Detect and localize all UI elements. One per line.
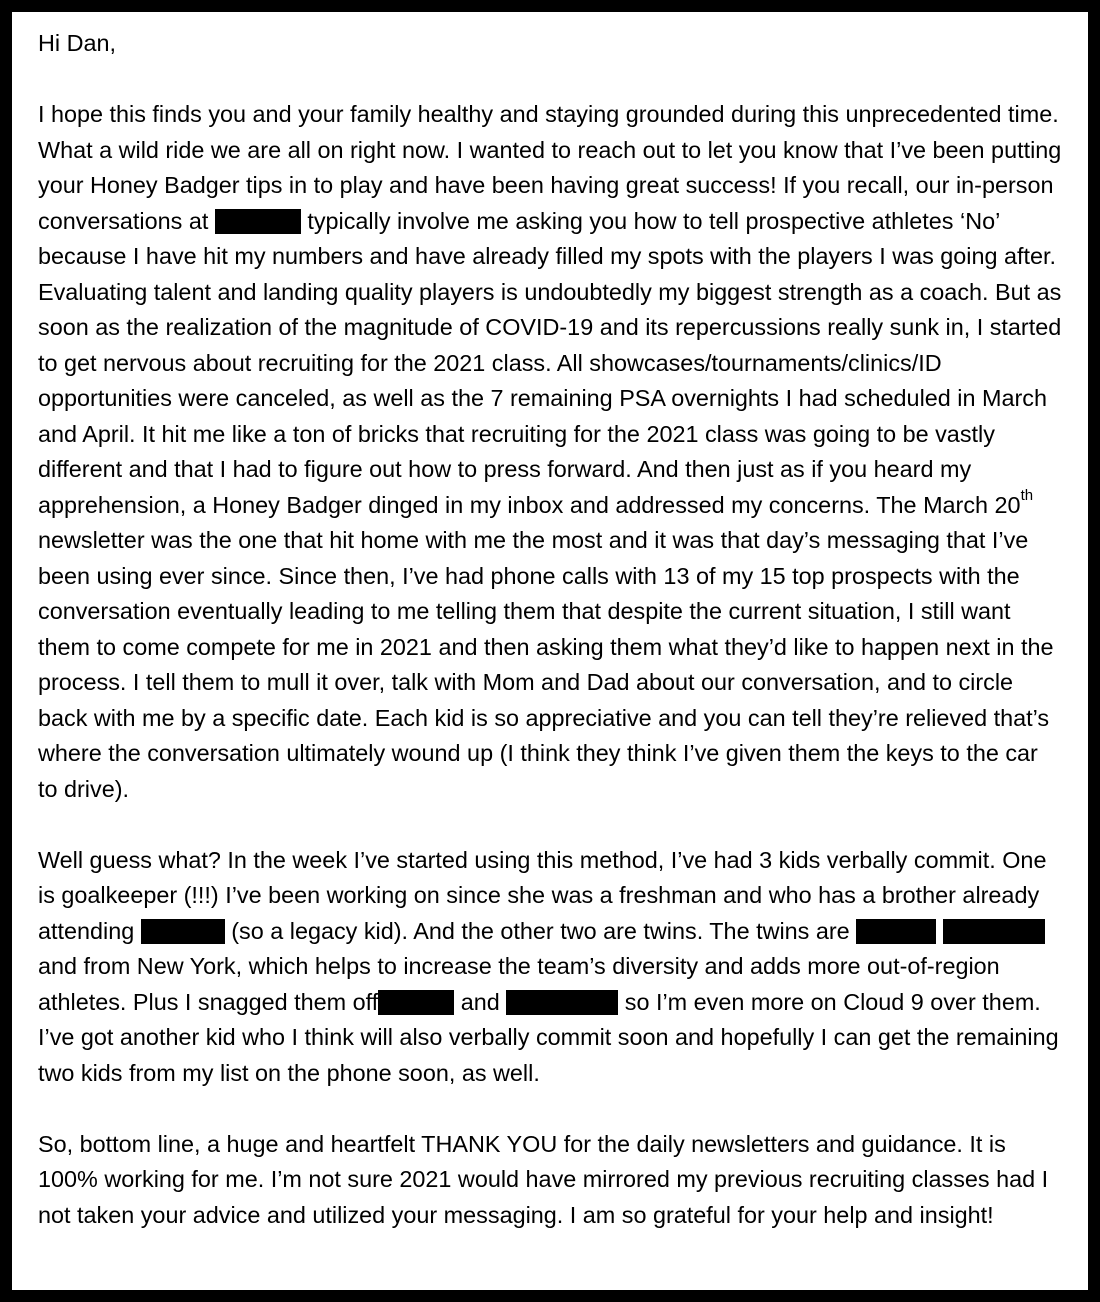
p2-text-a: Well guess what? In the week I’ve started using this method, I’ve had 3 kids verbally commit. One is goalkeeper (!!!) I’ve been working on since she was a freshman and who has a brother already attending [38, 846, 1047, 944]
p2-text-e: so I’m even more on Cloud 9 over them. I’ve got another kid who I think will also verbally commit soon and hopefully I can get the remaining two kids from my list on the phone soon, as well. [38, 988, 1059, 1086]
p1-text-a: I hope this finds you and your family healthy and staying grounded during this unprecedented time. What a wild ride we are all on right now. I wanted to reach out to let you know that I’ve been putting your Honey Badger tips in to play and have been having great success! If you recall, our in-person conversations at [38, 101, 1062, 234]
p1-text-b: typically involve me asking you how to tell prospective athletes ‘No’ because I have hit my numbers and have already filled my spots with the players I was going after. Evaluating talent and landing quality players is undoubtedly my biggest strength as a coach. But as soon as the realization of the magnitude of COVID-19 and its repercussions really sunk in, I started to get nervous about recruiting for the 2021 class. All showcases/tournaments/clinics/ID opportunities were canceled, as well as the 7 remaining PSA overnights I had scheduled in March and April. It hit me like a ton of bricks that recruiting for the 2021 class was going to be vastly different and that I had to figure out how to press forward. And then just as if you heard my apprehension, a Honey Badger dinged in my inbox and addressed my concerns. The March 20 [38, 207, 1062, 518]
letter-page [12, 12, 1088, 1290]
p2-text-b: (so a legacy kid). And the other two are twins. The twins are [224, 917, 850, 944]
redaction-bar [215, 209, 301, 234]
redaction-bar [856, 919, 936, 944]
p2-text-d: and [454, 988, 500, 1015]
p2-text-c: and from New York, which helps to increase the team’s diversity and adds more out-of-region athletes. Plus I snagged them off [38, 953, 1000, 1015]
redaction-bar [506, 990, 618, 1015]
redaction-bar [378, 990, 454, 1015]
redaction-bar [141, 919, 225, 944]
p1-ordinal-suffix: th [1020, 486, 1034, 504]
letter-paragraph-1 [38, 97, 1062, 807]
letter-paragraph-3: So, bottom line, a huge and heartfelt THANK YOU for the daily newsletters and guidance. It is 100% working for me. I’m not sure 2021 would have mirrored my previous recruiting classes had I not taken your advice and utilized your messaging. I am so grateful for your help and insight! [38, 1130, 1049, 1228]
letter-paragraph-2 [38, 843, 1062, 1092]
p1-text-c: newsletter was the one that hit home with me the most and it was that day’s messaging that I’ve been using ever since. Since then, I’ve had phone calls with 13 of my 15 top prospects with the conversation eventually leading to me telling them that despite the current situation, I still want them to come compete for me in 2021 and then asking them what they’d like to happen next in the process. I tell them to mull it over, talk with Mom and Dad about our conversation, and to circle back with me by a specific date. Each kid is so appreciative and you can tell they’re relieved that’s where the conversation ultimately wound up (I think they think I’ve given them the keys to the car to drive). [38, 527, 1054, 802]
letter-greeting: Hi Dan, [38, 30, 116, 56]
redaction-bar [943, 919, 1045, 944]
